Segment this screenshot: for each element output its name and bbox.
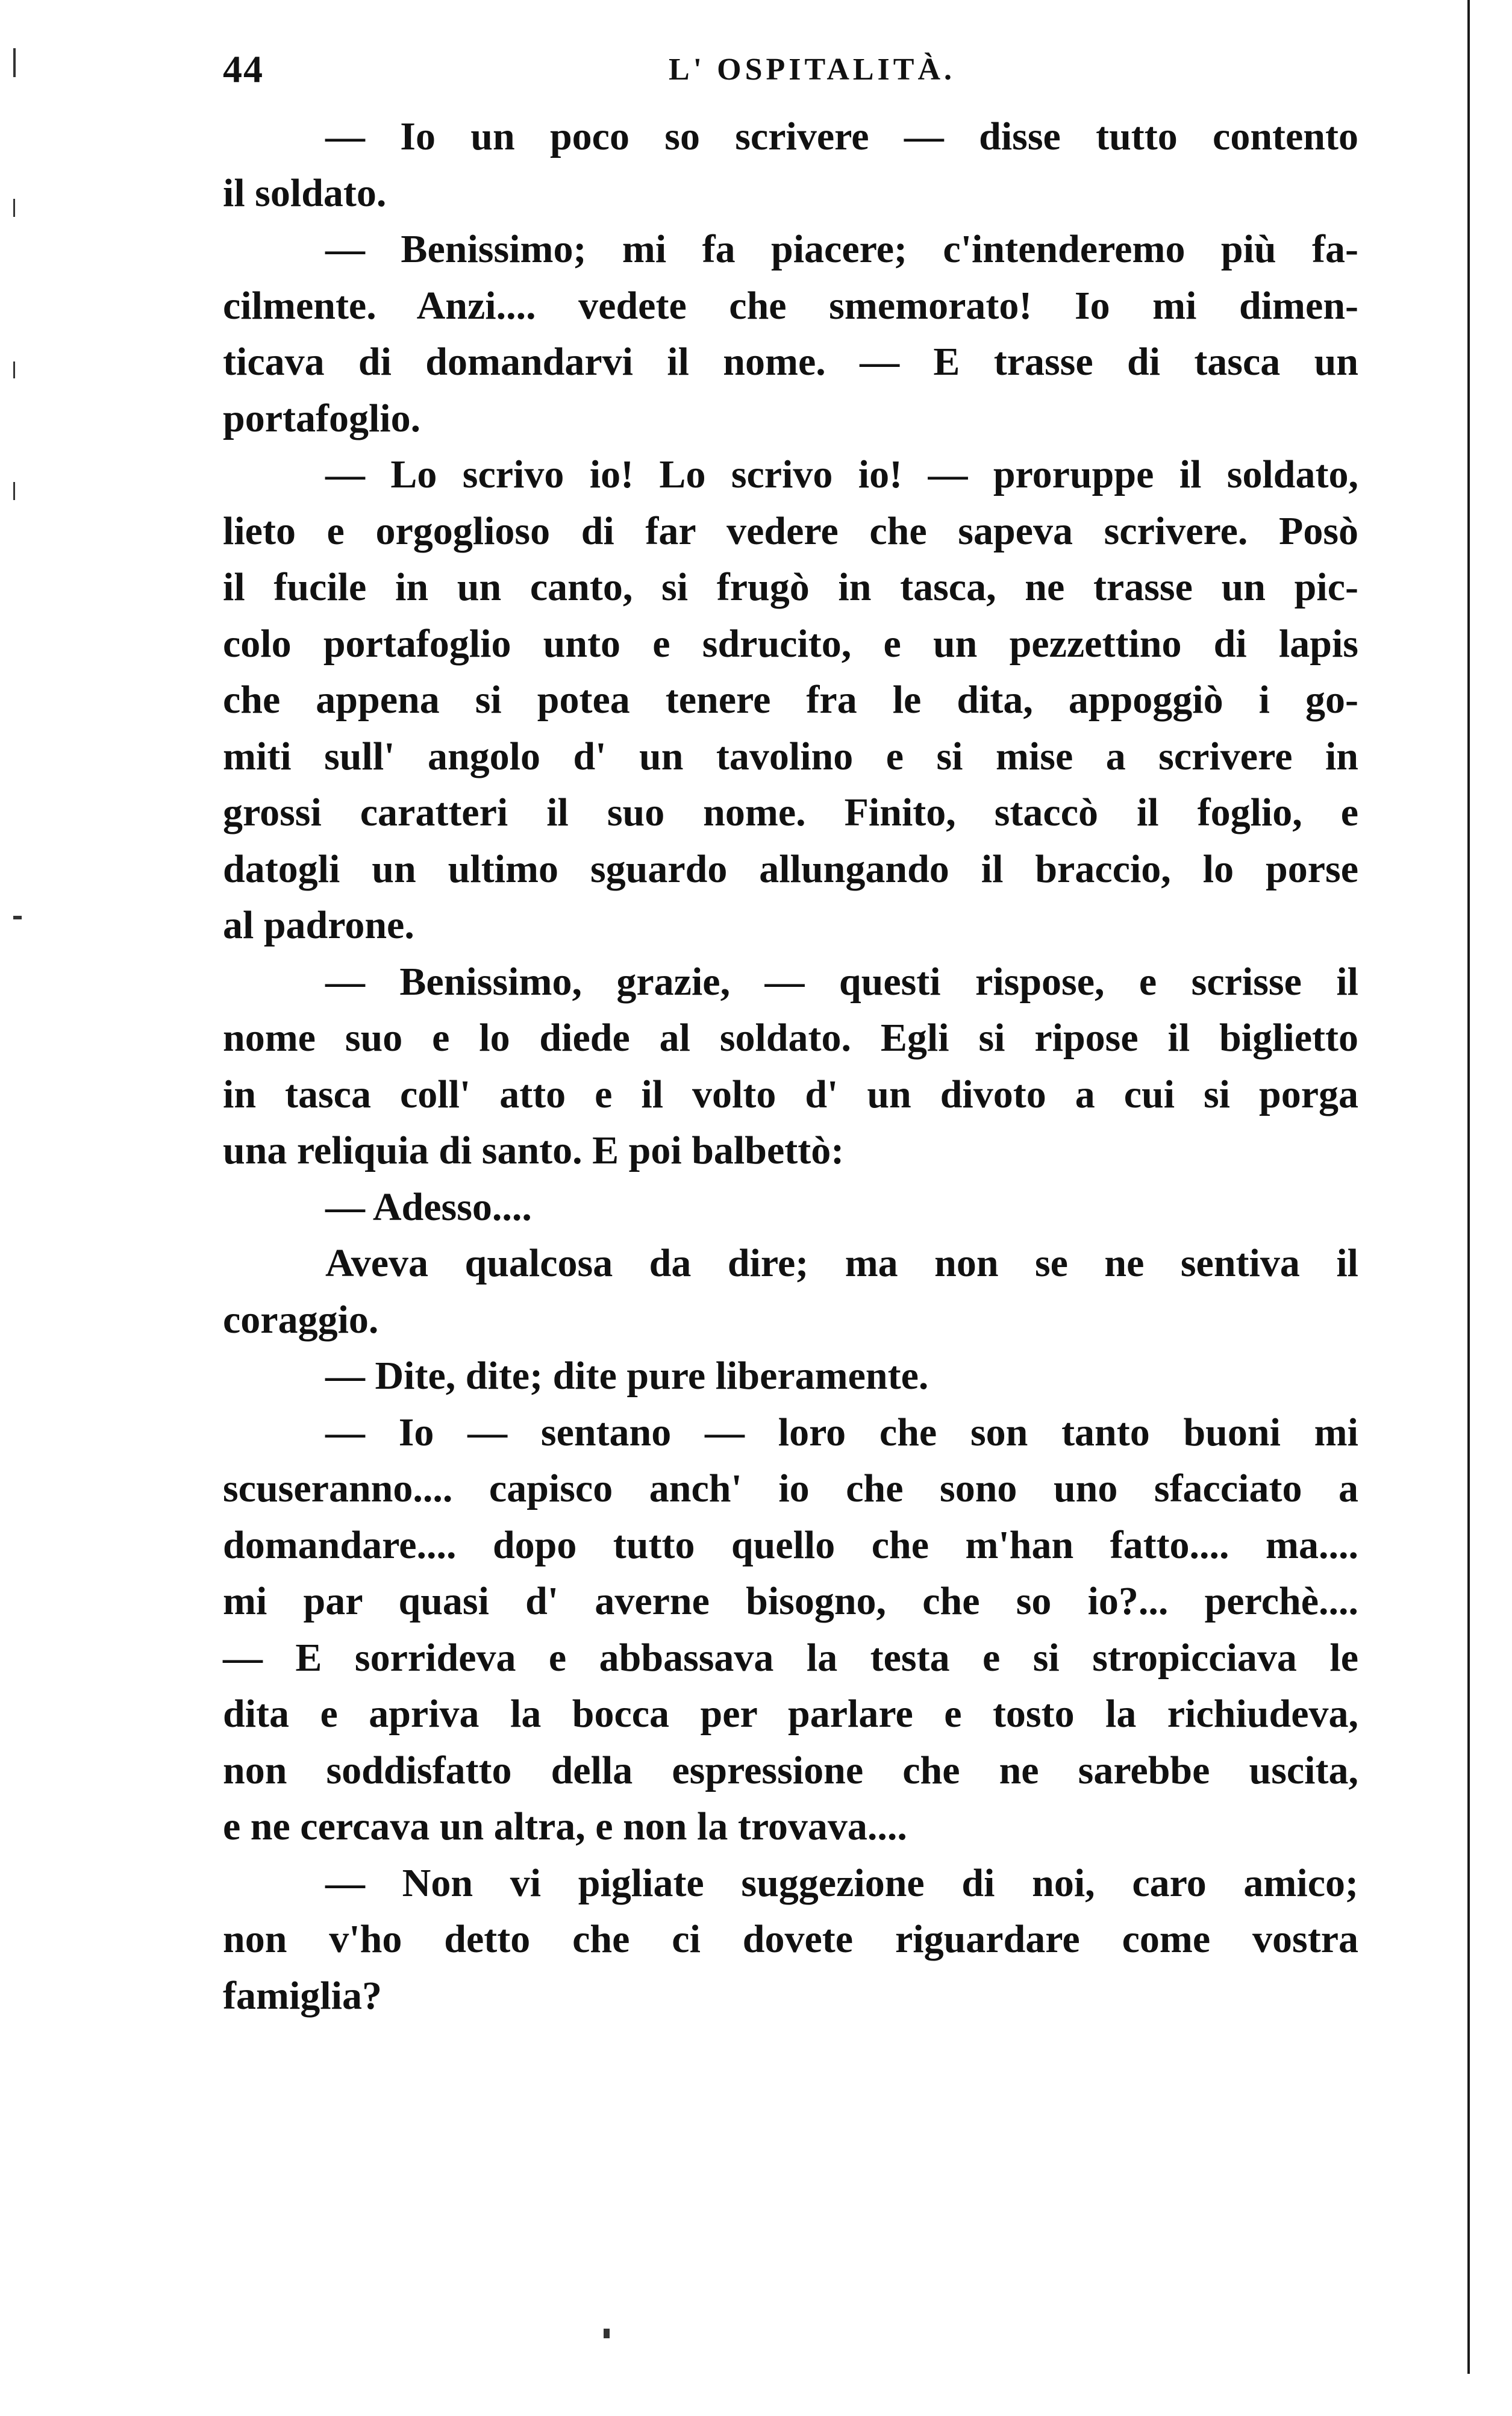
text-line: una reliquia di santo. E poi balbettò:	[223, 1128, 845, 1172]
page-number: 44	[223, 48, 264, 90]
text-line: colo portafoglio unto e sdrucito, e un pezzettino di lapis	[223, 621, 1358, 666]
text-line: — Adesso....	[325, 1185, 532, 1229]
scan-speck	[13, 199, 15, 217]
text-line: — E sorrideva e abbassava la testa e si stropicciava le	[223, 1635, 1358, 1680]
body-text	[223, 108, 1358, 2024]
page-edge-rule	[1467, 0, 1470, 2374]
text-line: miti sull' angolo d' un tavolino e si mise a scrivere in	[223, 734, 1358, 778]
scan-speck	[604, 2329, 610, 2338]
text-line: nome suo e lo diede al soldato. Egli si ripose il biglietto	[223, 1016, 1358, 1060]
text-line: portafoglio.	[223, 396, 421, 440]
text-line: e ne cercava un altra, e non la trovava....	[223, 1804, 907, 1848]
text-line: — Io — sentano — loro che son tanto buoni mi	[325, 1410, 1358, 1454]
text-line: non soddisfatto della espressione che ne sarebbe uscita,	[223, 1748, 1358, 1792]
text-line: dita e apriva la bocca per parlare e tosto la richiudeva,	[223, 1692, 1358, 1736]
text-line: — Benissimo; mi fa piacere; c'intenderemo più fa-	[325, 227, 1358, 271]
text-line: ticava di domandarvi il nome. — E trasse di tasca un	[223, 340, 1358, 384]
text-line: grossi caratteri il suo nome. Finito, staccò il foglio, e	[223, 790, 1358, 834]
running-title: L' OSPITALITÀ.	[669, 52, 956, 87]
text-line: scuseranno.... capisco anch' io che sono uno sfacciato a	[223, 1466, 1358, 1510]
scan-speck	[13, 361, 15, 378]
text-line: coraggio.	[223, 1297, 379, 1342]
text-line: datogli un ultimo sguardo allungando il braccio, lo porse	[223, 847, 1358, 891]
text-line: che appena si potea tenere fra le dita, appoggiò i go-	[223, 678, 1358, 722]
text-line: — Lo scrivo io! Lo scrivo io! — proruppe il soldato,	[325, 452, 1358, 496]
text-line: cilmente. Anzi.... vedete che smemorato! Io mi dimen-	[223, 283, 1358, 328]
text-line: mi par quasi d' averne bisogno, che so io?... perchè....	[223, 1579, 1358, 1623]
scan-speck	[13, 482, 15, 500]
text-line: — Io un poco so scrivere — disse tutto contento	[325, 114, 1358, 158]
text-line: domandare.... dopo tutto quello che m'han fatto.... ma....	[223, 1523, 1358, 1567]
text-line: lieto e orgoglioso di far vedere che sapeva scrivere. Posò	[223, 509, 1358, 553]
scan-speck	[13, 916, 22, 919]
text-line: in tasca coll' atto e il volto d' un divoto a cui si porga	[223, 1072, 1358, 1116]
page-header	[223, 47, 1355, 95]
text-line: — Non vi pigliate suggezione di noi, caro amico;	[325, 1861, 1358, 1905]
text-line: il fucile in un canto, si frugò in tasca, ne trasse un pic-	[223, 565, 1358, 609]
scan-speck	[13, 48, 16, 77]
text-line: il soldato.	[223, 171, 387, 215]
text-line: non v'ho detto che ci dovete riguardare come vostra	[223, 1917, 1358, 1961]
text-line: famiglia?	[223, 1973, 382, 2018]
text-line: — Dite, dite; dite pure liberamente.	[325, 1354, 929, 1398]
text-line: Aveva qualcosa da dire; ma non se ne sentiva il	[325, 1241, 1358, 1285]
text-line: — Benissimo, grazie, — questi rispose, e scrisse il	[325, 959, 1358, 1004]
text-line: al padrone.	[223, 903, 414, 947]
